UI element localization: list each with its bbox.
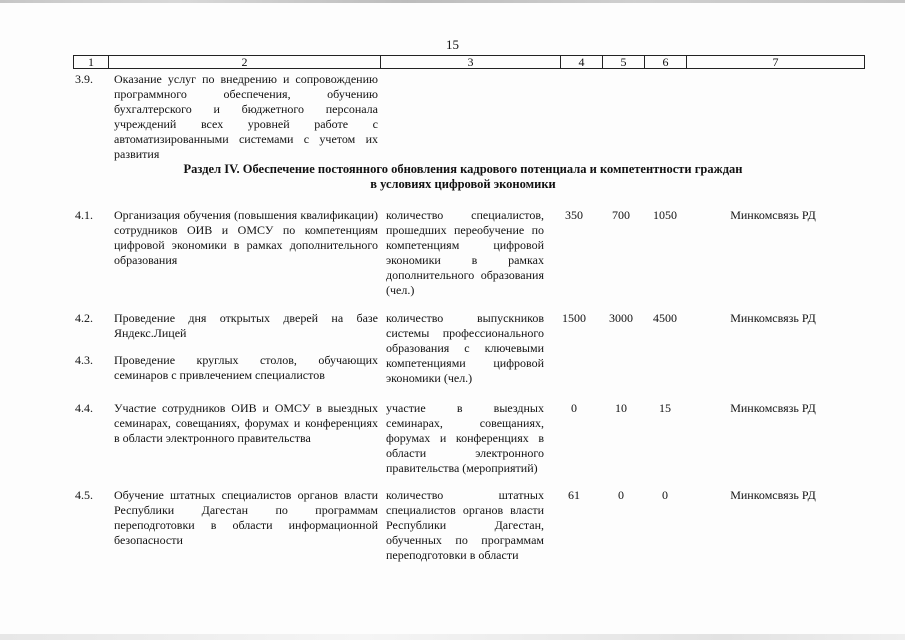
section-title — [113, 162, 813, 192]
row-description: Участие сотрудников ОИВ и ОМСУ в выездных семинарах, совещаниях, форумах и конференциях в области электронного правительства — [114, 401, 378, 445]
row-responsible: Минкомсвязь РД — [730, 401, 816, 415]
row-number: 4.4. — [75, 401, 93, 415]
column-header-5: 5 — [603, 56, 645, 69]
column-header-7: 7 — [687, 56, 865, 69]
page-number: 15 — [446, 37, 459, 52]
row-description: Организация обучения (повышения квалификации) сотрудников ОИВ и ОМСУ по компетенциям цифровой экономики в рамках дополнительного образования — [114, 208, 378, 267]
row-value-col6: 0 — [662, 488, 668, 502]
row-indicator: участие в выездных семинарах, совещаниях, форумах и конференциях в области электронного правительства (мероприятий) — [386, 401, 544, 475]
row-number: 4.3. — [75, 353, 93, 367]
row-value-col6: 1050 — [653, 208, 677, 222]
scan-edge-bottom — [0, 634, 905, 640]
row-value-col4: 350 — [565, 208, 583, 222]
row-description: Проведение круглых столов, обучающих семинаров с привлечением специалистов — [114, 353, 378, 382]
row-value-col5: 0 — [618, 488, 624, 502]
row-value-col4: 61 — [568, 488, 580, 502]
row-indicator: количество выпускников системы профессионального образования с ключевыми компетенциями цифровой экономики (чел.) — [386, 311, 544, 385]
column-header-table — [73, 55, 865, 69]
row-responsible: Минкомсвязь РД — [730, 208, 816, 222]
row-description: Обучение штатных специалистов органов власти Республики Дагестан по программам переподготовки в области информационной безопасности — [114, 488, 378, 547]
row-value-col4: 1500 — [562, 311, 586, 325]
row-description: Оказание услуг по внедрению и сопровождению программного обеспечения, обучению бухгалтерского и бюджетного персонала учреждений всех уровней работе с автоматизированными системами с учетом их развития — [114, 72, 378, 161]
column-header-1: 1 — [74, 56, 109, 69]
section-title-line-2: в условиях цифровой экономики — [370, 177, 556, 191]
row-number: 4.5. — [75, 488, 93, 502]
row-value-col5: 700 — [612, 208, 630, 222]
row-responsible: Минкомсвязь РД — [730, 311, 816, 325]
row-description: Проведение дня открытых дверей на базе Яндекс.Лицей — [114, 311, 378, 340]
row-number: 4.1. — [75, 208, 93, 222]
column-header-6: 6 — [645, 56, 687, 69]
row-number: 4.2. — [75, 311, 93, 325]
column-header-4: 4 — [561, 56, 603, 69]
row-indicator: количество штатных специалистов органов власти Республики Дагестан, обученных по программам переподготовки в области — [386, 488, 544, 562]
row-value-col5: 10 — [615, 401, 627, 415]
row-number: 3.9. — [75, 72, 93, 86]
column-header-3: 3 — [381, 56, 561, 69]
row-responsible: Минкомсвязь РД — [730, 488, 816, 502]
row-value-col6: 4500 — [653, 311, 677, 325]
row-value-col5: 3000 — [609, 311, 633, 325]
row-value-col4: 0 — [571, 401, 577, 415]
column-header-2: 2 — [109, 56, 381, 69]
row-indicator: количество специалистов, прошедших переобучение по компетенциям цифровой экономики в рамках дополнительного образования (чел.) — [386, 208, 544, 297]
row-value-col6: 15 — [659, 401, 671, 415]
section-title-line-1: Раздел IV. Обеспечение постоянного обновления кадрового потенциала и компетентности граждан — [183, 162, 743, 176]
scan-edge-top — [0, 0, 905, 3]
